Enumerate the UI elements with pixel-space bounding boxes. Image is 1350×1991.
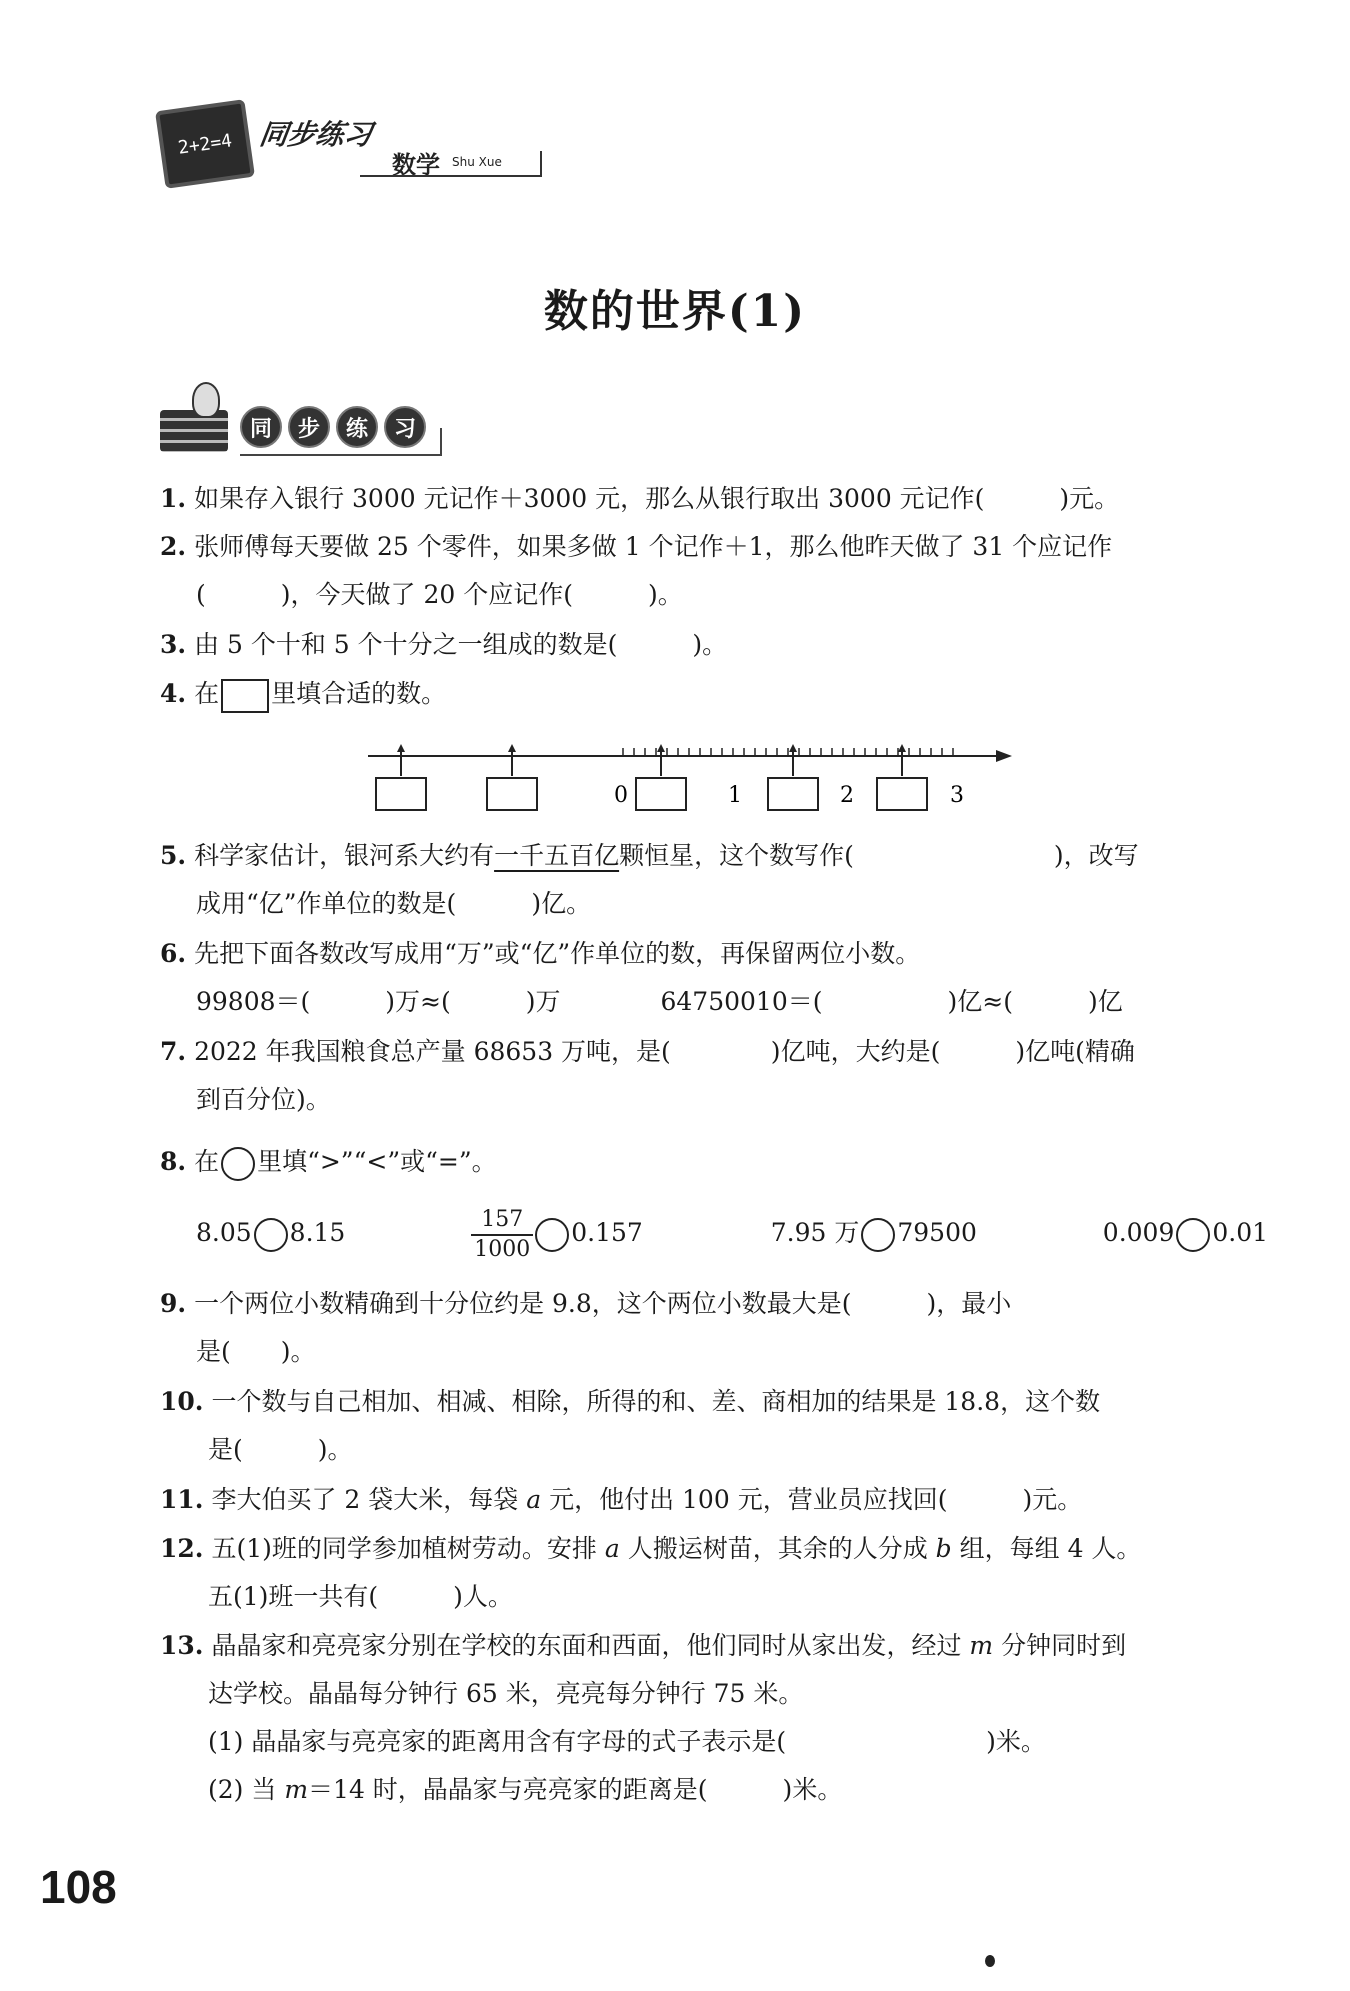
question-text-pre: 在 xyxy=(194,1147,220,1176)
compare-item xyxy=(471,1206,643,1262)
question-number: 1. xyxy=(160,484,187,513)
answer-box xyxy=(768,778,818,810)
question-text-line2: ( )，今天做了 20 个应记作( )。 xyxy=(196,580,683,609)
section-char: 练 xyxy=(336,406,378,448)
subject-pinyin: Shu Xue xyxy=(452,155,502,169)
question-1 xyxy=(160,475,1230,523)
subject-label: 数学 xyxy=(392,151,440,179)
compare-circle xyxy=(861,1218,895,1252)
compare-right: 0.157 xyxy=(571,1218,643,1247)
answer-box xyxy=(376,778,426,810)
question-5 xyxy=(160,832,1230,928)
variable-a: a xyxy=(604,1534,620,1563)
question-number: 4. xyxy=(160,679,187,708)
ink-dot xyxy=(985,1955,995,1967)
question-8 xyxy=(160,1138,1230,1186)
compare-item xyxy=(771,1218,977,1247)
variable-a: a xyxy=(526,1485,542,1514)
question-number: 10. xyxy=(160,1387,204,1416)
section-char: 步 xyxy=(288,406,330,448)
question-2 xyxy=(160,523,1230,619)
pointer-2 xyxy=(508,744,516,776)
variable-m: m xyxy=(969,1631,994,1660)
section-title xyxy=(240,406,426,448)
question-text: 一个数与自己相加、相减、相除，所得的和、差、商相加的结果是 18.8，这个数 xyxy=(211,1387,1101,1416)
page-title: 数的世界(1) xyxy=(543,286,807,337)
chalkboard-icon xyxy=(155,99,255,189)
tick-label-0: 0 xyxy=(614,783,628,808)
section-char: 习 xyxy=(384,406,426,448)
conversion-item-right: 64750010＝( )亿≈( )亿 xyxy=(660,987,1123,1016)
question-text-post: 颗恒星，这个数写作( )，改写 xyxy=(619,841,1139,870)
question-11 xyxy=(160,1476,1230,1524)
question-number: 8. xyxy=(160,1147,187,1176)
question-text-line2: 到百分位)。 xyxy=(196,1085,331,1114)
subquestion-2-pre: (2) 当 xyxy=(208,1775,277,1804)
pointer-5 xyxy=(898,744,906,776)
question-text-post: 组，每组 4 人。 xyxy=(959,1534,1142,1563)
question-text: 由 5 个十和 5 个十分之一组成的数是( )。 xyxy=(194,630,728,659)
number-line xyxy=(360,740,1020,840)
question-number: 3. xyxy=(160,630,187,659)
question-number: 9. xyxy=(160,1289,187,1318)
compare-circle xyxy=(535,1218,569,1252)
question-7 xyxy=(160,1028,1230,1124)
answer-box-sample xyxy=(221,679,269,713)
pointer-4 xyxy=(789,744,797,776)
question-text-line2: 是( )。 xyxy=(208,1435,353,1464)
question-text-post: 元，他付出 100 元，营业员应找回( )元。 xyxy=(549,1485,1083,1514)
answer-box xyxy=(636,778,686,810)
tick-label-2: 2 xyxy=(840,783,854,808)
question-12 xyxy=(160,1525,1230,1621)
question-number: 2. xyxy=(160,532,187,561)
question-text-post: 里填合适的数。 xyxy=(271,679,447,708)
question-text-line2: 成用“亿”作单位的数是( )亿。 xyxy=(196,889,592,918)
page-number: 108 xyxy=(40,1861,117,1913)
header-rule-tick xyxy=(540,151,542,177)
question-9 xyxy=(160,1280,1230,1376)
question-text: 2022 年我国粮食总产量 68653 万吨，是( )亿吨，大约是( )亿吨(精确 xyxy=(194,1037,1135,1066)
question-text-pre: 晶晶家和亮亮家分别在学校的东面和西面，他们同时从家出发，经过 xyxy=(211,1631,962,1660)
variable-m: m xyxy=(284,1775,309,1804)
answer-box xyxy=(877,778,927,810)
question-text-mid: 人搬运树苗，其余的人分成 xyxy=(627,1534,928,1563)
book-header xyxy=(160,95,530,190)
compare-right: 79500 xyxy=(897,1218,977,1247)
underlined-number-words: 一千五百亿 xyxy=(494,841,620,870)
section-rule xyxy=(240,454,440,456)
question-number: 11. xyxy=(160,1485,204,1514)
question-text: 张师傅每天要做 25 个零件，如果多做 1 个记作＋1，那么他昨天做了 31 个应记作 xyxy=(194,532,1113,561)
question-4 xyxy=(160,670,1230,718)
question-text: 一个两位小数精确到十分位约是 9.8，这个两位小数最大是( )，最小 xyxy=(194,1289,1012,1318)
minor-ticks xyxy=(401,748,953,756)
books-icon xyxy=(160,410,228,452)
question-text-line2: 是( )。 xyxy=(196,1337,316,1366)
subquestion-2 xyxy=(160,1766,1230,1814)
question-text: 先把下面各数改写成用“万”或“亿”作单位的数，再保留两位小数。 xyxy=(194,939,921,968)
question-text-line2: 五(1)班一共有( )人。 xyxy=(208,1582,513,1611)
section-rule-tick xyxy=(440,428,442,456)
question-number: 13. xyxy=(160,1631,204,1660)
answer-box xyxy=(487,778,537,810)
compare-right: 8.15 xyxy=(289,1218,346,1247)
question-number: 5. xyxy=(160,841,187,870)
question-6 xyxy=(160,930,1230,1026)
question-text-pre: 李大伯买了 2 袋大米，每袋 xyxy=(211,1485,519,1514)
compare-circle xyxy=(1176,1218,1210,1252)
compare-left: 8.05 xyxy=(196,1218,252,1247)
lightbulb-icon xyxy=(192,382,220,418)
compare-left: 7.95 万 xyxy=(770,1218,860,1247)
section-banner xyxy=(160,382,450,462)
question-3 xyxy=(160,621,1230,669)
subquestion-1: (1) 晶晶家与亮亮家的距离用含有字母的式子表示是( )米。 xyxy=(208,1727,1046,1756)
compare-item xyxy=(1103,1218,1268,1247)
question-number: 6. xyxy=(160,939,187,968)
question-text-pre: 在 xyxy=(194,679,220,708)
question-text-line2: 达学校。晶晶每分钟行 65 米，亮亮每分钟行 75 米。 xyxy=(208,1679,804,1708)
section-char: 同 xyxy=(240,406,282,448)
board-text: 2+2=4 xyxy=(176,129,234,159)
tick-label-3: 3 xyxy=(950,783,964,808)
question-13 xyxy=(160,1622,1230,1814)
compare-item xyxy=(160,1218,345,1247)
tick-label-1: 1 xyxy=(728,783,742,808)
question-text-post: 里填“>”“<”或“=”。 xyxy=(257,1147,497,1176)
compare-circle-sample xyxy=(221,1147,255,1181)
series-title: 同步练习 xyxy=(257,118,375,151)
axis-arrow xyxy=(996,750,1012,762)
fraction-numerator: 157 xyxy=(471,1206,533,1236)
fraction xyxy=(471,1206,533,1264)
question-number: 12. xyxy=(160,1534,204,1563)
question-text-pre: 五(1)班的同学参加植树劳动。安排 xyxy=(211,1534,597,1563)
question-text-post: 分钟同时到 xyxy=(1001,1631,1127,1660)
fraction-denominator: 1000 xyxy=(474,1236,531,1262)
question-number: 7. xyxy=(160,1037,187,1066)
number-line-graphic xyxy=(360,740,1020,840)
pointer-3 xyxy=(657,744,665,776)
compare-left: 0.009 xyxy=(1102,1218,1175,1247)
compare-right: 0.01 xyxy=(1212,1218,1269,1247)
variable-b: b xyxy=(935,1534,952,1563)
header-rule xyxy=(360,175,540,177)
subquestion-2-post: ＝14 时，晶晶家与亮亮家的距离是( )米。 xyxy=(308,1775,843,1804)
question-8-items xyxy=(160,1200,1269,1266)
question-text-pre: 科学家估计，银河系大约有 xyxy=(194,841,495,870)
compare-circle xyxy=(254,1218,288,1252)
question-10 xyxy=(160,1378,1230,1474)
question-text: 如果存入银行 3000 元记作＋3000 元，那么从银行取出 3000 元记作( )元。 xyxy=(194,484,1120,513)
conversion-item-left: 99808＝( )万≈( )万 xyxy=(196,987,561,1016)
question-6-items xyxy=(160,978,1230,1026)
pointer-1 xyxy=(397,744,405,776)
